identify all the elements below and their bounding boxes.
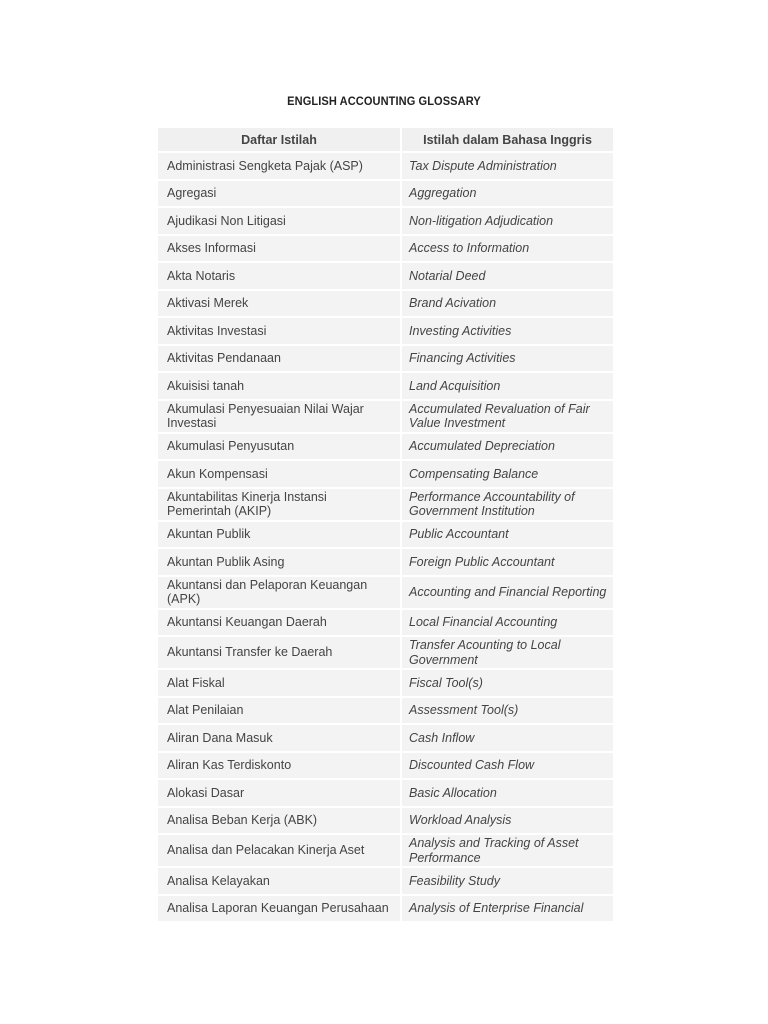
term-cell: Akuntabilitas Kinerja Instansi Pemerintah (AKIP) bbox=[158, 489, 402, 520]
term-cell: Akta Notaris bbox=[158, 263, 402, 289]
table-row bbox=[158, 780, 613, 806]
term-cell: Akuntan Publik bbox=[158, 522, 402, 548]
term-cell: Akun Kompensasi bbox=[158, 461, 402, 487]
english-term-cell: Investing Activities bbox=[402, 318, 613, 344]
glossary-table bbox=[158, 126, 613, 923]
english-term-cell: Basic Allocation bbox=[402, 780, 613, 806]
table-row bbox=[158, 208, 613, 234]
english-term-cell: Discounted Cash Flow bbox=[402, 753, 613, 779]
english-term-cell: Local Financial Accounting bbox=[402, 610, 613, 636]
table-body bbox=[158, 153, 613, 921]
term-cell: Akuntansi Transfer ke Daerah bbox=[158, 637, 402, 668]
english-term-cell: Compensating Balance bbox=[402, 461, 613, 487]
term-cell: Alat Fiskal bbox=[158, 670, 402, 696]
term-cell: Akuntansi Keuangan Daerah bbox=[158, 610, 402, 636]
english-term-cell: Fiscal Tool(s) bbox=[402, 670, 613, 696]
term-cell: Agregasi bbox=[158, 181, 402, 207]
english-term-cell: Workload Analysis bbox=[402, 808, 613, 834]
table-row bbox=[158, 236, 613, 262]
english-term-cell: Non-litigation Adjudication bbox=[402, 208, 613, 234]
table-row bbox=[158, 670, 613, 696]
term-cell: Aliran Dana Masuk bbox=[158, 725, 402, 751]
english-term-cell: Accumulated Revaluation of Fair Value Investment bbox=[402, 401, 613, 432]
english-term-cell: Assessment Tool(s) bbox=[402, 698, 613, 724]
table-row bbox=[158, 868, 613, 894]
term-cell: Akumulasi Penyusutan bbox=[158, 434, 402, 460]
table-row bbox=[158, 698, 613, 724]
term-cell: Akuntan Publik Asing bbox=[158, 549, 402, 575]
term-cell: Analisa Kelayakan bbox=[158, 868, 402, 894]
table-row bbox=[158, 835, 613, 866]
table-row bbox=[158, 610, 613, 636]
english-term-cell: Aggregation bbox=[402, 181, 613, 207]
table-row bbox=[158, 153, 613, 179]
english-term-cell: Financing Activities bbox=[402, 346, 613, 372]
table-row bbox=[158, 318, 613, 344]
table-row bbox=[158, 461, 613, 487]
term-cell: Aliran Kas Terdiskonto bbox=[158, 753, 402, 779]
term-cell: Ajudikasi Non Litigasi bbox=[158, 208, 402, 234]
term-cell: Akses Informasi bbox=[158, 236, 402, 262]
term-cell: Aktivasi Merek bbox=[158, 291, 402, 317]
english-term-cell: Transfer Acounting to Local Government bbox=[402, 637, 613, 668]
english-term-cell: Cash Inflow bbox=[402, 725, 613, 751]
table-header bbox=[158, 128, 613, 151]
term-cell: Akuntansi dan Pelaporan Keuangan (APK) bbox=[158, 577, 402, 608]
english-term-cell: Access to Information bbox=[402, 236, 613, 262]
table-row bbox=[158, 263, 613, 289]
table-row bbox=[158, 373, 613, 399]
table-row bbox=[158, 753, 613, 779]
term-cell: Analisa dan Pelacakan Kinerja Aset bbox=[158, 835, 402, 866]
term-cell: Alat Penilaian bbox=[158, 698, 402, 724]
english-term-cell: Notarial Deed bbox=[402, 263, 613, 289]
table-row bbox=[158, 401, 613, 432]
table-row bbox=[158, 522, 613, 548]
term-cell: Aktivitas Investasi bbox=[158, 318, 402, 344]
english-term-cell: Tax Dispute Administration bbox=[402, 153, 613, 179]
table-row bbox=[158, 489, 613, 520]
english-term-cell: Land Acquisition bbox=[402, 373, 613, 399]
english-term-cell: Feasibility Study bbox=[402, 868, 613, 894]
english-term-cell: Accumulated Depreciation bbox=[402, 434, 613, 460]
table-row bbox=[158, 896, 613, 922]
column-header-term: Daftar Istilah bbox=[158, 128, 402, 151]
table-row bbox=[158, 808, 613, 834]
english-term-cell: Brand Acivation bbox=[402, 291, 613, 317]
term-cell: Administrasi Sengketa Pajak (ASP) bbox=[158, 153, 402, 179]
english-term-cell: Analysis and Tracking of Asset Performance bbox=[402, 835, 613, 866]
english-term-cell: Public Accountant bbox=[402, 522, 613, 548]
header-row bbox=[158, 128, 613, 151]
table-row bbox=[158, 577, 613, 608]
english-term-cell: Analysis of Enterprise Financial bbox=[402, 896, 613, 922]
page-title: ENGLISH ACCOUNTING GLOSSARY bbox=[287, 94, 481, 108]
table-row bbox=[158, 434, 613, 460]
column-header-english: Istilah dalam Bahasa Inggris bbox=[402, 128, 613, 151]
table-row bbox=[158, 291, 613, 317]
table-row bbox=[158, 181, 613, 207]
term-cell: Analisa Beban Kerja (ABK) bbox=[158, 808, 402, 834]
term-cell: Alokasi Dasar bbox=[158, 780, 402, 806]
english-term-cell: Performance Accountability of Government Institution bbox=[402, 489, 613, 520]
table-row bbox=[158, 549, 613, 575]
table-row bbox=[158, 346, 613, 372]
table-row bbox=[158, 637, 613, 668]
term-cell: Analisa Laporan Keuangan Perusahaan bbox=[158, 896, 402, 922]
english-term-cell: Accounting and Financial Reporting bbox=[402, 577, 613, 608]
table-row bbox=[158, 725, 613, 751]
term-cell: Aktivitas Pendanaan bbox=[158, 346, 402, 372]
term-cell: Akuisisi tanah bbox=[158, 373, 402, 399]
english-term-cell: Foreign Public Accountant bbox=[402, 549, 613, 575]
term-cell: Akumulasi Penyesuaian Nilai Wajar Investasi bbox=[158, 401, 402, 432]
